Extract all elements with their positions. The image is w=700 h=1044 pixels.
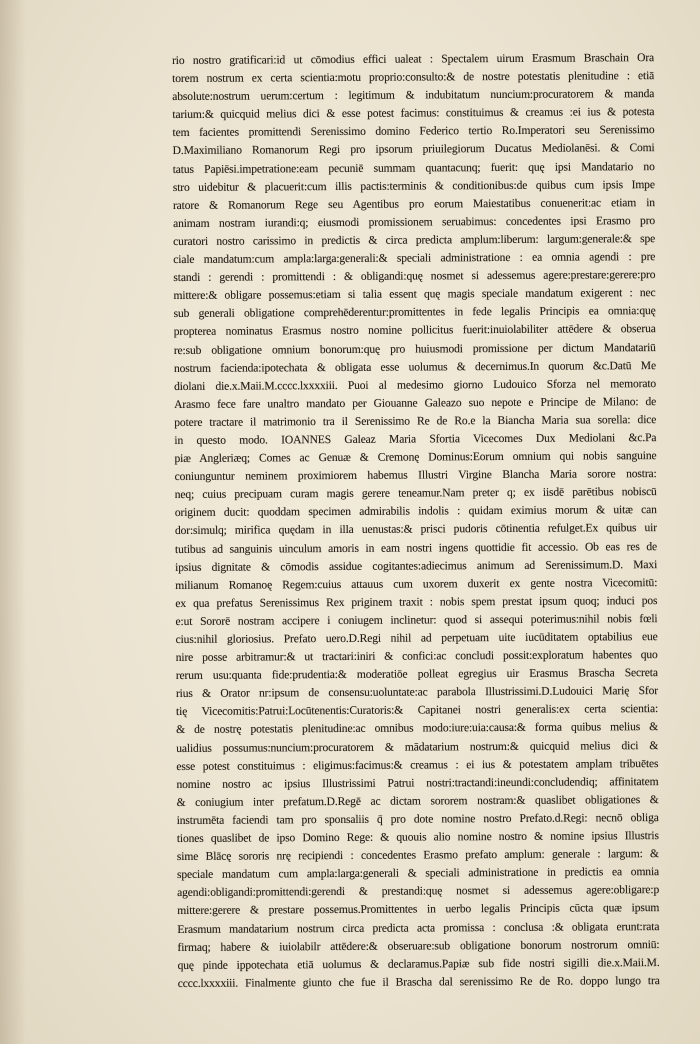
text-line: ciale mandatum:cum ampla:larga:generali:& speciali administratione : ea omnia agendi : pre [173,250,656,267]
text-line: agendi:obligandi:promittendi:gerendi & prestandi:quę nosmet si adessemus agere:obligare:p [177,883,660,900]
page-gutter-shadow [0,0,26,1044]
text-line: nostrum facienda:ipotechata & obligata esse uolumus & decernimus.In quorum &c.Datū Me [173,358,656,375]
text-line: ualidius possumus:nuncium:procuratorem & mādatarium nostrum:& quicquid melius dici & [176,738,659,755]
text-line: quę pinde ippotechata etiā uolumus & declaramus.Papiæ sub fide nostri sigilli die.x.Maii.M. [177,955,660,972]
text-line: rerum usu:quanta fide:prudentia:& moderatiōe polleat egregius uir Erasmus Brascha Secreta [175,666,658,683]
text-line: tutibus ad sanguinis uinculum amoris in eam nostri ingens quottidie fit accessio. Ob eas res de [174,539,658,556]
text-line: instrumēta faciendi tam pro sponsaliis q̄ pro dote nomine nostro Prefato.d.Regi: necnō obliga [176,810,659,827]
text-line: & de nostrę potestatis plenitudine:ac omnibus modo:iure:uia:causa:& forma quibus melius & [176,720,659,737]
text-line: tiones quaslibet de ipso Domino Rege: & quouis alio nomine nostro & nomine ipsius Illustris [176,829,659,846]
text-line: dor:simulq; mirifica quędam in illa uenustas:& prisci pudoris cōtinentia refulget.Ex quibus uir [174,521,657,538]
text-line: mittere:gerere & prestare possemus.Promittentes in uerbo legalis Principis cūcta quæ ipsum [177,901,660,918]
text-line: speciale mandatum cum ampla:larga:generali & speciali administratione in predictis ea omnia [176,865,660,882]
text-line: e:ut Sororē nostram accipere i coniugem inclinetur: quod si assequi poterimus:nihil nobis fœli [175,611,658,628]
text-line: in questo modo. IOANNES Galeaz Maria Sfortia Vicecomes Dux Mediolani &c.Pa [174,431,657,447]
text-line: stro uidebitur & placuerit:cum illis pactis:terminis & conditionibus:de quibus cum ipsis Impe [172,177,655,194]
text-line: ratore & Romanorum Rege seu Agentibus pro eorum Maiestatibus conuenerit:ac etiam in [172,195,655,212]
text-line: re:sub obligatione omnium bonorum:quę pro huiusmodi promissione per dictum Mandatariū [173,340,656,357]
text-line: tatus Papiēsi.impetratione:eam pecuniē summam quantacunq; fuerit: quę ipsi Mandatario no [172,159,655,176]
text-line: Erasmum mandatarium nostrum circa predicta acta promissa : conclusa :& obligata erunt:rata [177,919,660,936]
text-line: D.Maximiliano Romanorum Regi pro ipsorum priuilegiorum Ducatus Mediolanēsi. & Comi [172,141,655,158]
text-line: diolani die.x.Maii.M.cccc.lxxxxiii. Puoi al medesimo giorno Ludouico Sforza nel memorato [174,376,657,393]
text-line: curatori nostro carissimo in predictis & circa predicta amplum:liberum: largum:generale:& spe [173,231,656,248]
text-line: esse potest constituimus : eligimus:facimus:& creamus : ei ius & potestatem amplam tribuētes [176,756,659,773]
text-line: ipsius dignitate & cōmodis assidue cogitantes:adiecimus animum ad Serenissimum.D. Maxi [175,557,658,574]
text-line: cius:nihil gloriosius. Prefato uero.D.Regi nihil ad perpetuam uite iucūditatem optabilius eue [175,630,658,646]
text-line: nomine nostro ac ipsius Illustrissimi Patrui nostri:tractandi:ineundi:concludendiq; affinitatem [176,774,659,791]
text-line: tem facientes promittendi Serenissimo domino Federico tertio Ro.Imperatori seu Serenissimo [172,123,655,140]
text-line: potere tractare il matrimonio tra il Serenissimo Re de Ro.e la Biancha Maria sua sorella: dice [174,412,657,429]
text-line: & coniugium inter prefatum.D.Regē ac dictam sororem nostram:& quaslibet obligationes & [176,792,659,809]
text-line: animam nostram iurandi:q; eiusmodi promissionem seruabimus: concedentes ipsi Erasmo pro [173,213,656,230]
text-line: milianum Romanoę Regem:cuius attauus cum uxorem duxerit ex gente nostra Vicecomitū: [175,575,658,592]
text-line: piæ Angleriæq; Comes ac Genuæ & Cremonę Dominus:Eorum omnium qui nobis sanguine [174,449,657,466]
text-line: rius & Orator nr:ipsum de consensu:uoluntate:ac parabola Illustrissimi.D.Ludouici Marię Sfor [175,684,658,701]
text-line: torem nostrum ex certa scientia:motu proprio:consulto:& de nostre potestatis plenitudine : etiā [172,69,655,86]
text-line: sime Blācę sororis nrę recipiendi : concedentes Erasmo prefato amplum: generale : largum: & [176,847,659,864]
text-line: coniunguntur neminem proximiorem habemus Illustri Virgine Blancha Maria sorore nostra: [174,467,657,484]
text-line: standi : gerendi : promittendi : & obligandi:quę nosmet si adessemus agere:prestare:gerere:pro [173,268,656,285]
text-line: ex qua prefatus Serenissimus Rex priginem traxit : nobis spem prestat ipsum quoq; induci pos [175,593,658,610]
text-line: nire posse arbitramur:& ut tractari:iniri & confici:ac concludi possit:exploratum habentes quo [175,648,658,665]
text-line: sub generali obligatione comprehēderentur:promittentes in fede legalis Principis ea omnia:quę [173,304,656,321]
text-line: propterea nominatus Erasmus nostro nomine pollicitus fuerit:inuiolabiliter attēdere & obserua [173,322,656,339]
text-line: tię Vicecomitis:Patrui:Locūtenentis:Curatoris:& Capitanei nostri generalis:ex certa scientia: [175,702,659,719]
text-block [172,49,660,993]
text-line: absolute:nostrum uerum:certum : legitimum & indubitatum nuncium:procuratorem & manda [172,87,655,104]
text-line: Arasmo fece fare unaltro mandato per Giouanne Galeazo suo nepote e Principe de Milano: de [174,394,657,411]
text-line: rio nostro gratificari:id ut cōmodius effici ualeat : Spectalem uirum Erasmum Braschain Ora [172,51,655,67]
text-line: originem ducit: quoddam specimen admirabilis indolis : quidam eximius morum & uitæ can [174,503,657,520]
text-line: tarium:& quicquid melius dici & esse potest facimus: constituimus & creamus :ei ius & potesta [172,105,655,122]
text-line: cccc.lxxxxiii. Finalmente giunto che fue il Brascha dal serenissimo Re de Ro. doppo lungo tra [177,973,660,990]
text-line: neq; cuius precipuam curam magis gerere teneamur.Nam preter q; ex iisdē parētibus nobiscū [174,485,657,502]
text-line: firmaq; habere & iuiolabilr attēdere:& obseruare:sub obligatione bonorum nostrorum omniū: [177,937,660,954]
text-line: mittere:& obligare possemus:etiam si talia essent quę magis speciale mandatum exigerent : nec [173,286,656,303]
